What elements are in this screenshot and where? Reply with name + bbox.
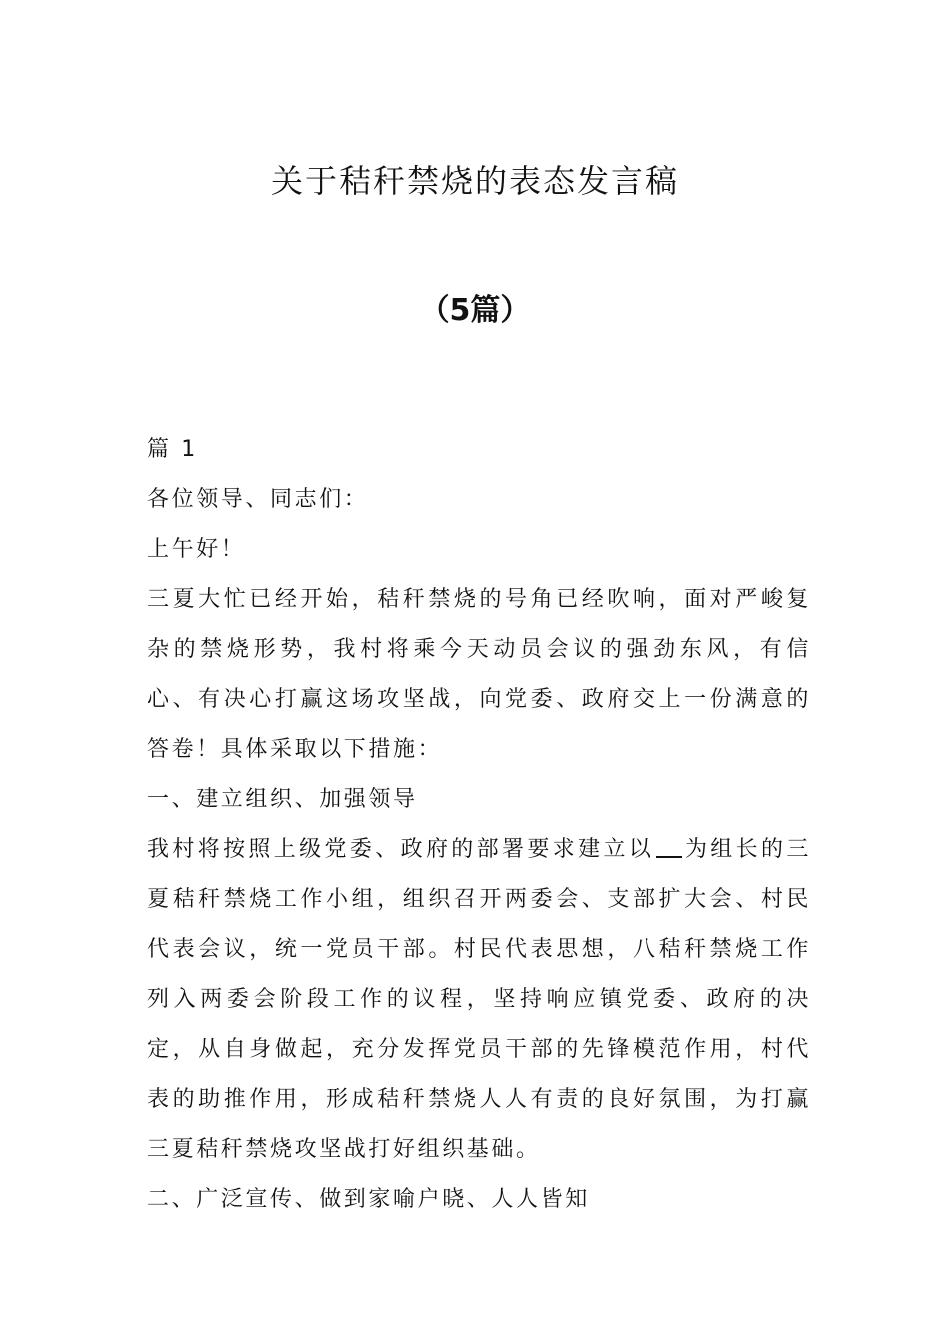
heading-one: 一、建立组织、加强领导 xyxy=(147,787,418,812)
document-body xyxy=(147,425,811,1225)
greeting: 上午好！ xyxy=(147,537,246,562)
salutation: 各位领导、同志们： xyxy=(147,487,369,512)
heading-two: 二、广泛宣传、做到家喻户晓、人人皆知 xyxy=(147,1187,590,1212)
paragraph-one-rest: 为组长的三夏秸秆禁烧工作小组，组织召开两委会、支部扩大会、村民代表会议，统一党员干部。村民代表思想，八秸秆禁烧工作列入两委会阶段工作的议程，坚持响应镇党委、政府的决定，从自身做起，充分发挥党员干部的先锋模范作用，村代表的助推作用，形成秸秆禁烧人人有责的良好氛围，为打赢三夏秸秆禁烧攻坚战打好组织基础。 xyxy=(147,837,811,1162)
fill-in-blank xyxy=(656,836,682,858)
document-title: 关于秸秆禁烧的表态发言稿 xyxy=(270,162,679,200)
document-subtitle: （5篇） xyxy=(419,293,531,328)
paragraph-one-start: 我村将按照上级党委、政府的部署要求建立以 xyxy=(147,837,655,862)
section-label: 篇 1 xyxy=(147,437,198,462)
paragraph-one xyxy=(147,825,811,1175)
intro-paragraph: 三夏大忙已经开始，秸秆禁烧的号角已经吹响，面对严峻复杂的禁烧形势，我村将乘今天动员会议的强劲东风，有信心、有决心打赢这场攻坚战，向党委、政府交上一份满意的答卷！具体采取以下措施： xyxy=(147,587,811,762)
